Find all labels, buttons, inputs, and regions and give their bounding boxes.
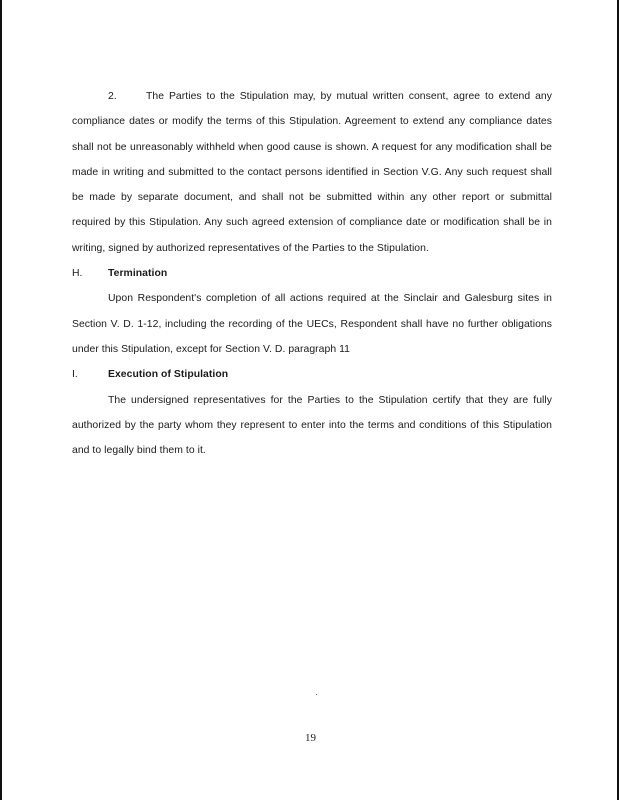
section-i-title: Execution of Stipulation — [108, 369, 229, 381]
scan-left-edge — [0, 0, 2, 800]
section-i-paragraph — [72, 388, 552, 464]
section-h-text: Upon Respondent's completion of all actions required at the Sinclair and Galesburg sites in Section V. D. 1-12, including the recording of the UECs, Respondent shall have no further obligations under this Stipulation, except for Section V. D. paragraph 11 — [72, 293, 552, 355]
section-h-letter: H. — [72, 268, 83, 280]
document-body — [72, 84, 552, 463]
section-h-heading — [72, 261, 552, 286]
page-number: 19 — [305, 732, 316, 744]
section-i-text: The undersigned representatives for the Parties to the Stipulation certify that they are fully authorized by the party whom they represent to enter into the terms and conditions of this Stipulation and to legally bind them to it. — [72, 394, 552, 457]
scan-right-edge — [617, 0, 619, 800]
section-i-letter: I. — [72, 369, 78, 381]
paragraph-2 — [72, 84, 552, 261]
paragraph-number: 2. — [108, 91, 117, 102]
section-h-paragraph — [72, 286, 552, 362]
scan-speck — [316, 694, 317, 695]
section-i-heading — [72, 362, 552, 387]
section-h-title: Termination — [108, 268, 168, 280]
paragraph-2-text: The Parties to the Stipulation may, by mutual written consent, agree to extend any compliance dates or modify the terms of this Stipulation. Agreement to extend any compliance dates shall not be unreasonably withheld when good cause is shown. A request for any modification shall be made in writing and submitted to the contact persons identified in Section V.G. Any such request shall be made by separate document, and shall not be submitted within any other report or submittal required by this Stipulation. Any such agreed extension of compliance date or modification shall be in writing, signed by authorized representatives of the Parties to the Stipulation. — [72, 91, 552, 254]
